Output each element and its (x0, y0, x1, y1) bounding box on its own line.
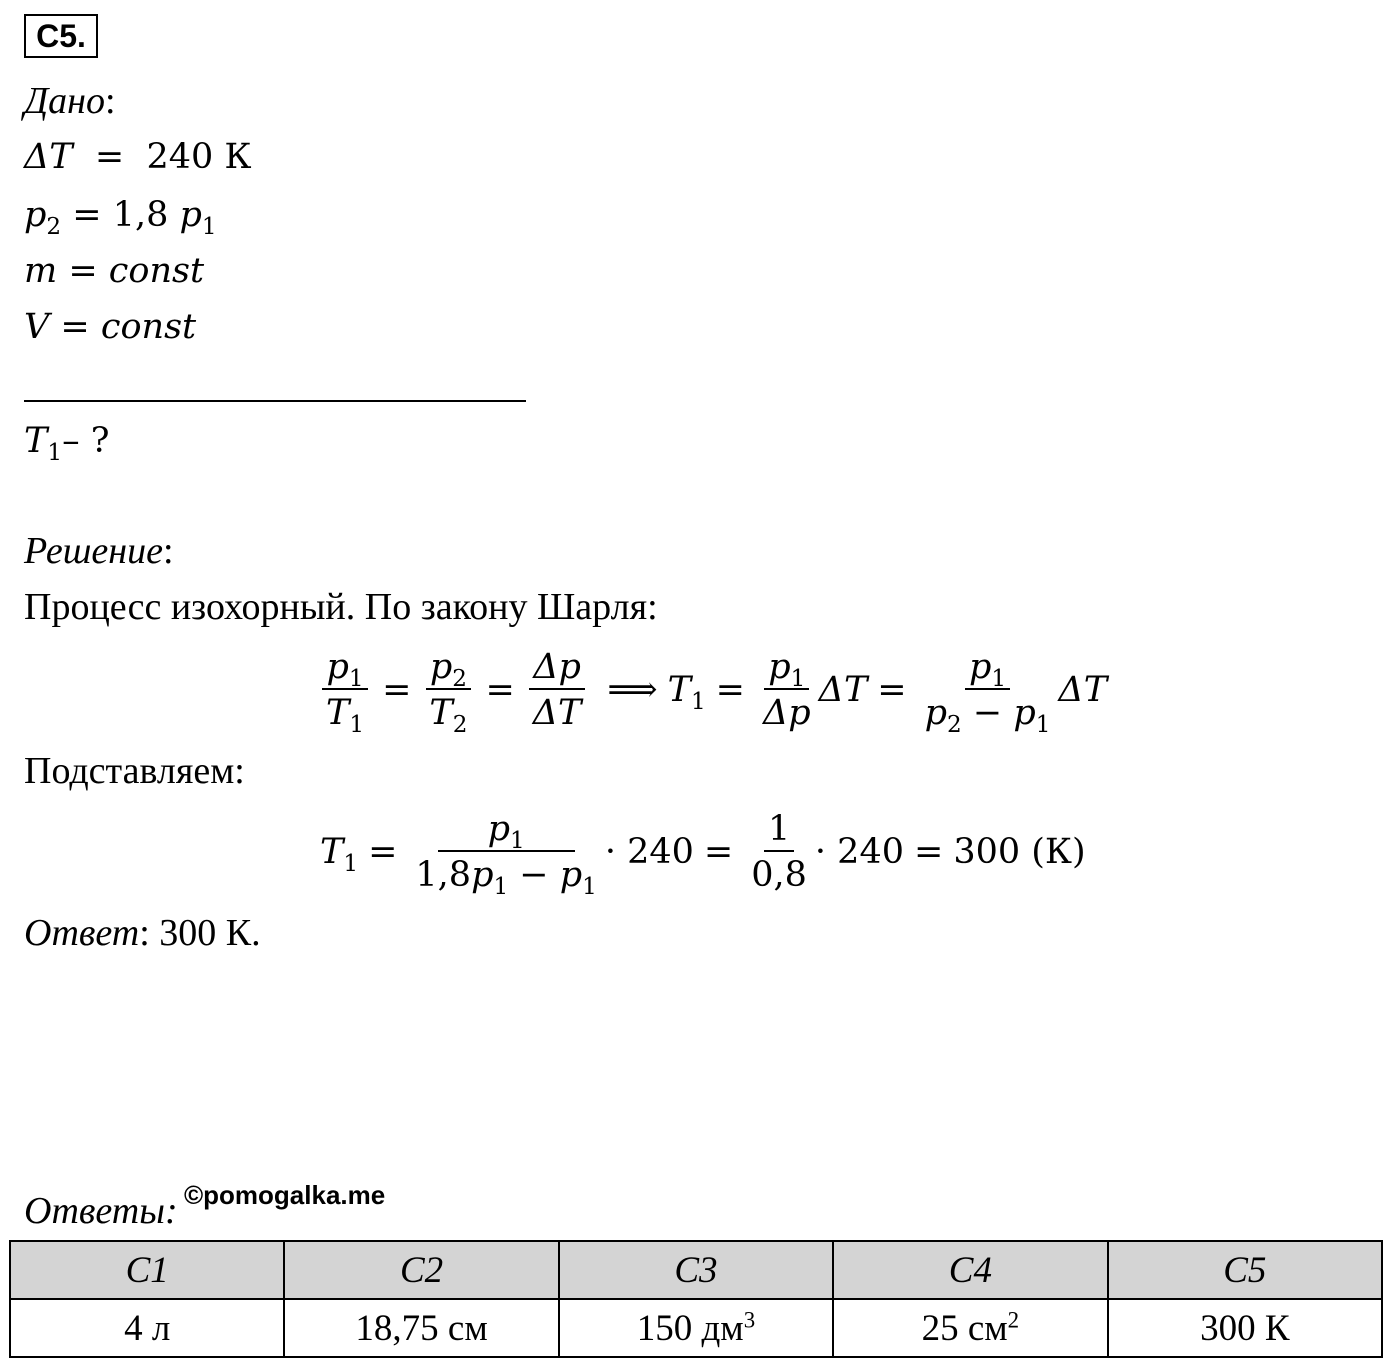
fraction-p2-t2: $\frac{p_2}{T_2}$ (425, 648, 471, 733)
solution-heading: Решение: (24, 530, 174, 572)
given-divider (24, 400, 526, 402)
answers-header-cell: С4 (833, 1241, 1107, 1299)
substitute-text: Подставляем: (24, 750, 245, 792)
given-v: V = const (24, 307, 197, 347)
answers-header-cell: С5 (1108, 1241, 1382, 1299)
answers-value-row (10, 1299, 1382, 1357)
answers-header-row (10, 1241, 1382, 1299)
given-p2: $p_2 = 1,8$ $p_1$ (24, 195, 217, 241)
answers-value-cell: 25 $см^2$ (833, 1299, 1107, 1357)
fraction-p1-t1: $\frac{p_1}{T_1}$ (322, 648, 368, 733)
problem-label: С5. (24, 14, 98, 58)
fraction-1-over-0-8: $\frac{1}{0,8}$ (751, 808, 807, 895)
find-line: $T_1-$ ? (24, 421, 110, 467)
fraction-p1-p2-minus-p1: $\frac{p_1}{p_2 - p_1}$ (924, 646, 1051, 739)
answers-value-cell: 150 $дм^3$ (559, 1299, 833, 1357)
fraction-p1-over-diff: $\frac{p_1}{1,8p_1 - p_1}$ (415, 808, 597, 901)
answers-value-cell: 4 л (10, 1299, 284, 1357)
answers-table (9, 1240, 1383, 1358)
fraction-p1-dp: $\frac{p_1}{\Delta p}$ (762, 646, 811, 733)
answers-header-cell: С3 (559, 1241, 833, 1299)
given-m: m = const (24, 251, 205, 291)
formula-substitution: $T_1$ = $\frac{p_1}{1,8p_1 - p_1}$ · 240 = $\frac{1}{0,8}$ · 240 = 300 (К) (320, 808, 1086, 901)
answers-header-cell: С1 (10, 1241, 284, 1299)
given-delta-t: ΔT = 240 К (24, 137, 252, 177)
watermark: ©pomogalka.me (184, 1180, 386, 1210)
process-text: Процесс изохорный. По закону Шарля: (24, 586, 658, 628)
answers-value-cell: 300 К (1108, 1299, 1382, 1357)
answers-heading: Ответы: (24, 1190, 178, 1232)
answers-value-cell: 18,75 см (284, 1299, 558, 1357)
given-heading: Дано: (24, 80, 116, 122)
fraction-dp-dt: $\frac{\Delta p}{\Delta T}$ (529, 648, 586, 733)
formula-charles-law: $\frac{p_1}{T_1}$ = $\frac{p_2}{T_2}$ = $\frac{\Delta p}{\Delta T}$ ⟹ $T_1$ = $\frac{p_1}{\Delta p}$ ΔT = $\frac{p_1}{p_2 - p_1}$ ΔT (318, 638, 1107, 742)
answers-header-cell: С2 (284, 1241, 558, 1299)
answer-line: Ответ: 300 К. (24, 912, 261, 954)
